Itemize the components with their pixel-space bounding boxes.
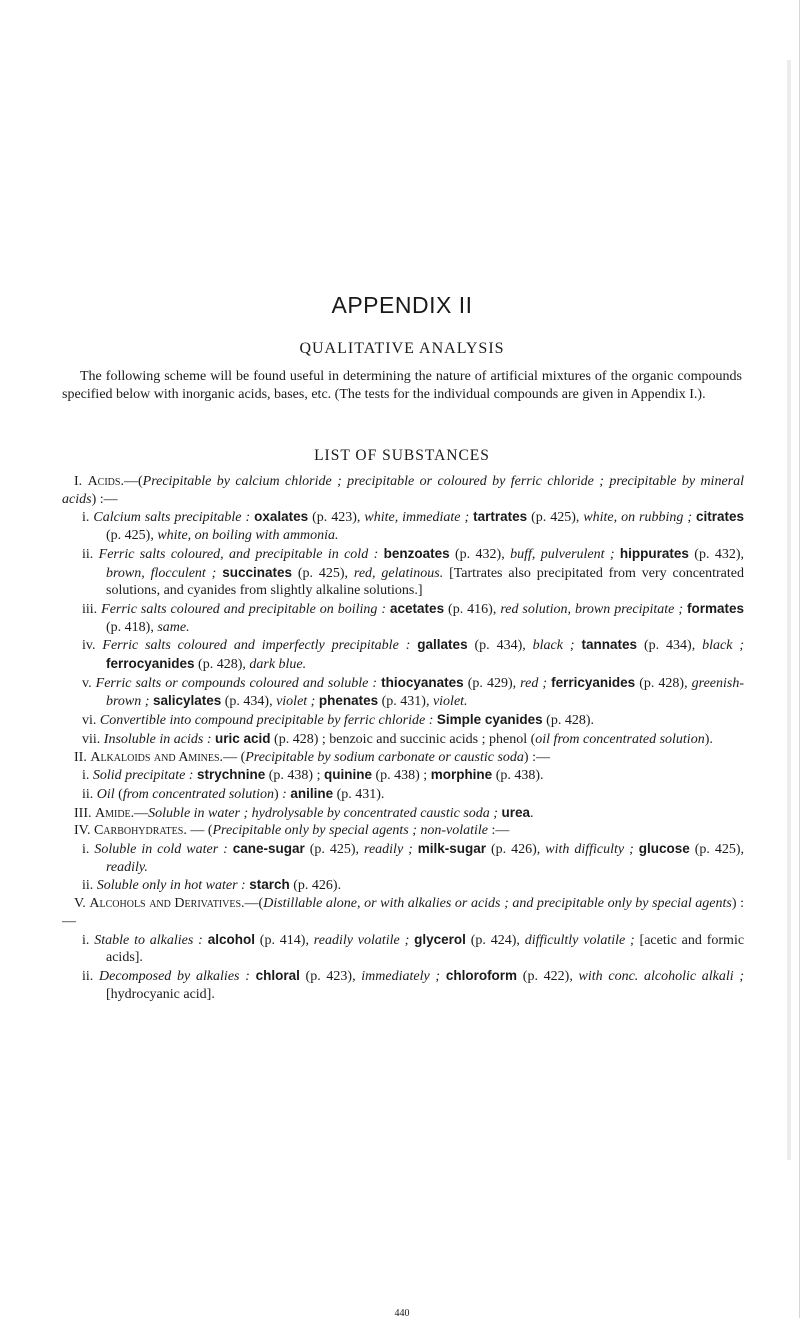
section-name: Acids.: [87, 474, 124, 489]
list-item: iv. Ferric salts coloured and imperfectly precipitable : gallates (p. 434), black ; tannates (p. 434), black ; ferrocyanides (p. 428), dark blue.: [82, 637, 745, 673]
substance-list: [62, 473, 744, 1003]
section-number: II.: [74, 749, 87, 765]
section-name: Carbohydrates.: [93, 823, 187, 839]
section-desc: — (Precipitable only by special agents ; non-volatile :—: [186, 823, 510, 839]
section-number: I.: [74, 474, 83, 489]
list-item: i. Calcium salts precipitable : oxalates (p. 423), white, immediate ; tartrates (p. 425), white, on rubbing ; citrates (p. 425), white, on boiling with ammonia.: [82, 509, 745, 544]
list-item: ii. Oil (from concentrated solution) : aniline (p. 431).: [82, 785, 385, 802]
section-number: V.: [74, 896, 86, 912]
section-acids: [62, 473, 744, 508]
section-desc: —Soluble in water ; hydrolysable by concentrated caustic soda ; urea.: [134, 804, 534, 821]
list-item: ii. Ferric salts coloured, and precipitable in cold : benzoates (p. 432), buff, pulverulent ; hippurates (p. 432), brown, flocculent ; succinates (p. 425), red, gelatinous. [Tartrates also precipitated from very concentrated solutions, and cyanides from slightly alkaline solutions.]: [82, 545, 745, 599]
section-alcohols: [62, 895, 744, 930]
section-number: III.: [74, 805, 92, 821]
list-heading: LIST OF SUBSTANCES: [314, 447, 490, 464]
section-desc: —(Distillable alone, or with alkalies or acids ; and precipitable only by special agents) :—: [62, 896, 744, 929]
page-number: 440: [394, 1308, 410, 1319]
section-desc: —(Precipitable by calcium chloride ; precipitable or coloured by ferric chloride ; precipitable by mineral acids) :—: [62, 474, 744, 507]
list-item: iii. Ferric salts coloured and precipitable on boiling : acetates (p. 416), red solution, brown precipitate ; formates (p. 418), same.: [82, 600, 744, 635]
section-desc: — (Precipitable by sodium carbonate or caustic soda) :—: [223, 749, 550, 765]
section-name: Amide.: [95, 805, 135, 821]
list-item: i. Solid precipitate : strychnine (p. 438) ; quinine (p. 438) ; morphine (p. 438).: [82, 767, 544, 784]
section-subtitle: QUALITATIVE ANALYSIS: [299, 340, 505, 357]
section-name: Alcohols and Derivatives.: [89, 896, 245, 912]
section-number: IV.: [74, 823, 91, 839]
list-item: v. Ferric salts or compounds coloured and soluble : thiocyanates (p. 429), red ; ferricyanides (p. 428), greenish-brown ; salicylates (p. 434), violet ; phenates (p. 431), violet.: [82, 674, 745, 710]
appendix-heading: APPENDIX II: [331, 292, 473, 318]
list-item: ii. Soluble only in hot water : starch (p. 426).: [82, 877, 342, 894]
list-item: i. Stable to alkalies : alcohol (p. 414), readily volatile ; glycerol (p. 424), difficultly volatile ; [acetic and formic acids].: [82, 931, 745, 966]
list-item: vi. Convertible into compound precipitable by ferric chloride : Simple cyanides (p. 428).: [82, 712, 594, 729]
section-amide: [62, 804, 744, 823]
list-item: ii. Decomposed by alkalies : chloral (p. 423), immediately ; chloroform (p. 422), with conc. alcoholic alkali ; [hydrocyanic acid].: [82, 967, 745, 1002]
intro-paragraph: The following scheme will be found useful in determining the nature of artificial mixtures of the organic compounds specified below with inorganic acids, bases, etc. (The tests for the individual compounds are given in Appendix I.).: [62, 369, 742, 402]
section-name: Alkaloids and Amines.: [90, 749, 224, 765]
section-carbohydrates: [62, 822, 744, 840]
list-item: vii. Insoluble in acids : uric acid (p. 428) ; benzoic and succinic acids ; phenol (oil from concentrated solution).: [82, 730, 713, 747]
section-alkaloids: [62, 749, 744, 767]
page-edge: [785, 0, 800, 1318]
list-item: i. Soluble in cold water : cane-sugar (p. 425), readily ; milk-sugar (p. 426), with difficulty ; glucose (p. 425), readily.: [82, 841, 745, 875]
